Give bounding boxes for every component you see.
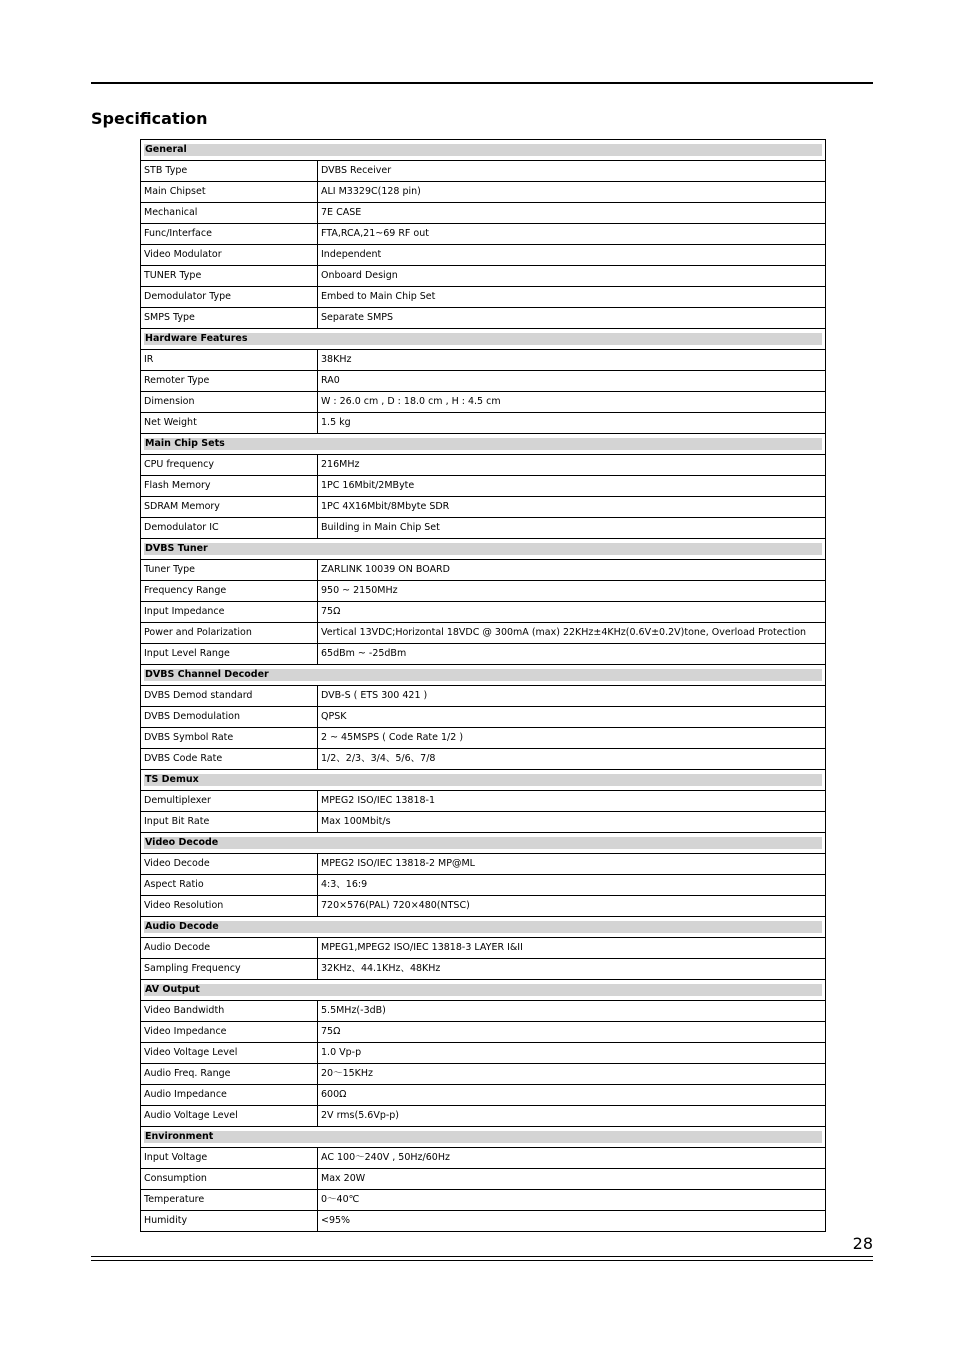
spec-label: Input Bit Rate — [141, 812, 318, 833]
spec-value: Building in Main Chip Set — [318, 518, 826, 539]
spec-label: SDRAM Memory — [141, 497, 318, 518]
section-heading: Environment — [144, 1131, 822, 1143]
table-row — [141, 287, 826, 308]
spec-value: Vertical 13VDC;Horizontal 18VDC @ 300mA (max) 22KHz±4KHz(0.6V±0.2V)tone, Overload Protection — [318, 623, 826, 644]
table-row — [141, 938, 826, 959]
spec-label: Humidity — [141, 1211, 318, 1232]
section-header-cell — [141, 770, 826, 791]
table-row — [141, 203, 826, 224]
table-row — [141, 1211, 826, 1232]
spec-value: 4:3、16:9 — [318, 875, 826, 896]
spec-label: Demultiplexer — [141, 791, 318, 812]
spec-value: 1.0 Vp-p — [318, 1043, 826, 1064]
spec-value: 2 ~ 45MSPS ( Code Rate 1/2 ) — [318, 728, 826, 749]
page-number: 28 — [852, 1234, 873, 1253]
table-row — [141, 350, 826, 371]
section-heading: AV Output — [144, 984, 822, 996]
spec-value: 7E CASE — [318, 203, 826, 224]
table-row — [141, 245, 826, 266]
spec-value: 65dBm ~ -25dBm — [318, 644, 826, 665]
table-row — [141, 1190, 826, 1211]
spec-value: ALI M3329C(128 pin) — [318, 182, 826, 203]
spec-label: TUNER Type — [141, 266, 318, 287]
spec-label: DVBS Demodulation — [141, 707, 318, 728]
spec-value: 600Ω — [318, 1085, 826, 1106]
specification-table — [140, 139, 826, 1232]
table-row — [141, 455, 826, 476]
spec-label: DVBS Code Rate — [141, 749, 318, 770]
section-heading: TS Demux — [144, 774, 822, 786]
spec-value: 216MHz — [318, 455, 826, 476]
spec-label: Input Impedance — [141, 602, 318, 623]
section-header-cell — [141, 434, 826, 455]
table-row — [141, 371, 826, 392]
table-row — [141, 266, 826, 287]
spec-label: IR — [141, 350, 318, 371]
table-row — [141, 1169, 826, 1190]
spec-value: 38KHz — [318, 350, 826, 371]
spec-value: DVBS Receiver — [318, 161, 826, 182]
spec-value: DVB-S ( ETS 300 421 ) — [318, 686, 826, 707]
spec-label: Sampling Frequency — [141, 959, 318, 980]
spec-value: 75Ω — [318, 1022, 826, 1043]
specification-table-body — [141, 140, 826, 1232]
spec-label: Input Voltage — [141, 1148, 318, 1169]
spec-value: Embed to Main Chip Set — [318, 287, 826, 308]
spec-label: Power and Polarization — [141, 623, 318, 644]
spec-value: MPEG2 ISO/IEC 13818-2 MP@ML — [318, 854, 826, 875]
page-title: Specification — [91, 109, 208, 128]
spec-label: Video Decode — [141, 854, 318, 875]
spec-label: Video Bandwidth — [141, 1001, 318, 1022]
spec-value: 0～40℃ — [318, 1190, 826, 1211]
table-row — [141, 161, 826, 182]
section-header-cell — [141, 539, 826, 560]
spec-value: <95% — [318, 1211, 826, 1232]
spec-value: W : 26.0 cm , D : 18.0 cm , H : 4.5 cm — [318, 392, 826, 413]
section-header-cell — [141, 917, 826, 938]
section-header-row — [141, 833, 826, 854]
spec-value: 75Ω — [318, 602, 826, 623]
table-row — [141, 308, 826, 329]
table-row — [141, 392, 826, 413]
spec-label: Frequency Range — [141, 581, 318, 602]
spec-value: Max 20W — [318, 1169, 826, 1190]
header-rule — [91, 82, 873, 84]
section-heading: Audio Decode — [144, 921, 822, 933]
section-header-cell — [141, 329, 826, 350]
table-row — [141, 728, 826, 749]
spec-label: Video Voltage Level — [141, 1043, 318, 1064]
spec-label: Audio Impedance — [141, 1085, 318, 1106]
spec-value: 1PC 16Mbit/2MByte — [318, 476, 826, 497]
spec-label: SMPS Type — [141, 308, 318, 329]
section-header-row — [141, 665, 826, 686]
spec-label: Audio Freq. Range — [141, 1064, 318, 1085]
section-header-cell — [141, 980, 826, 1001]
spec-label: Demodulator Type — [141, 287, 318, 308]
table-row — [141, 896, 826, 917]
table-row — [141, 581, 826, 602]
section-header-cell — [141, 140, 826, 161]
table-row — [141, 1085, 826, 1106]
table-row — [141, 812, 826, 833]
table-row — [141, 1106, 826, 1127]
table-row — [141, 959, 826, 980]
table-row — [141, 749, 826, 770]
spec-value: 1.5 kg — [318, 413, 826, 434]
table-row — [141, 623, 826, 644]
section-heading: DVBS Channel Decoder — [144, 669, 822, 681]
spec-label: Video Modulator — [141, 245, 318, 266]
spec-label: Dimension — [141, 392, 318, 413]
spec-value: MPEG2 ISO/IEC 13818-1 — [318, 791, 826, 812]
spec-value: ZARLINK 10039 ON BOARD — [318, 560, 826, 581]
table-row — [141, 602, 826, 623]
spec-label: Main Chipset — [141, 182, 318, 203]
spec-value: Independent — [318, 245, 826, 266]
spec-label: Tuner Type — [141, 560, 318, 581]
table-row — [141, 518, 826, 539]
spec-value: 720×576(PAL) 720×480(NTSC) — [318, 896, 826, 917]
spec-label: Input Level Range — [141, 644, 318, 665]
spec-label: DVBS Symbol Rate — [141, 728, 318, 749]
table-row — [141, 791, 826, 812]
section-heading: Video Decode — [144, 837, 822, 849]
spec-label: STB Type — [141, 161, 318, 182]
section-heading: DVBS Tuner — [144, 543, 822, 555]
spec-label: Temperature — [141, 1190, 318, 1211]
spec-value: MPEG1,MPEG2 ISO/IEC 13818-3 LAYER I&II — [318, 938, 826, 959]
table-row — [141, 1148, 826, 1169]
section-header-cell — [141, 833, 826, 854]
spec-label: CPU frequency — [141, 455, 318, 476]
section-header-cell — [141, 1127, 826, 1148]
section-header-row — [141, 1127, 826, 1148]
section-header-row — [141, 980, 826, 1001]
table-row — [141, 560, 826, 581]
table-row — [141, 1001, 826, 1022]
table-row — [141, 476, 826, 497]
section-header-row — [141, 140, 826, 161]
table-row — [141, 182, 826, 203]
spec-value: Max 100Mbit/s — [318, 812, 826, 833]
spec-value: 2V rms(5.6Vp-p) — [318, 1106, 826, 1127]
spec-label: DVBS Demod standard — [141, 686, 318, 707]
spec-label: Consumption — [141, 1169, 318, 1190]
table-row — [141, 1022, 826, 1043]
spec-value: 950 ~ 2150MHz — [318, 581, 826, 602]
spec-label: Demodulator IC — [141, 518, 318, 539]
spec-value: 1PC 4X16Mbit/8Mbyte SDR — [318, 497, 826, 518]
spec-label: Audio Voltage Level — [141, 1106, 318, 1127]
spec-label: Net Weight — [141, 413, 318, 434]
table-row — [141, 686, 826, 707]
table-row — [141, 707, 826, 728]
spec-value: FTA,RCA,21~69 RF out — [318, 224, 826, 245]
section-header-row — [141, 329, 826, 350]
section-header-row — [141, 917, 826, 938]
table-row — [141, 1064, 826, 1085]
section-header-row — [141, 770, 826, 791]
spec-label: Video Impedance — [141, 1022, 318, 1043]
spec-label: Func/Interface — [141, 224, 318, 245]
table-row — [141, 1043, 826, 1064]
table-row — [141, 497, 826, 518]
spec-label: Audio Decode — [141, 938, 318, 959]
section-heading: General — [144, 144, 822, 156]
spec-value: Separate SMPS — [318, 308, 826, 329]
section-header-row — [141, 434, 826, 455]
spec-value: 1/2、2/3、3/4、5/6、7/8 — [318, 749, 826, 770]
spec-value: Onboard Design — [318, 266, 826, 287]
spec-label: Flash Memory — [141, 476, 318, 497]
table-row — [141, 875, 826, 896]
spec-label: Aspect Ratio — [141, 875, 318, 896]
spec-value: 20～15KHz — [318, 1064, 826, 1085]
section-header-cell — [141, 665, 826, 686]
spec-value: QPSK — [318, 707, 826, 728]
spec-label: Remoter Type — [141, 371, 318, 392]
spec-value: 5.5MHz(-3dB) — [318, 1001, 826, 1022]
footer-rule — [91, 1256, 873, 1261]
spec-label: Video Resolution — [141, 896, 318, 917]
spec-label: Mechanical — [141, 203, 318, 224]
spec-value: RA0 — [318, 371, 826, 392]
table-row — [141, 644, 826, 665]
table-row — [141, 224, 826, 245]
section-header-row — [141, 539, 826, 560]
spec-value: 32KHz、44.1KHz、48KHz — [318, 959, 826, 980]
table-row — [141, 413, 826, 434]
section-heading: Hardware Features — [144, 333, 822, 345]
spec-value: AC 100～240V , 50Hz/60Hz — [318, 1148, 826, 1169]
section-heading: Main Chip Sets — [144, 438, 822, 450]
table-row — [141, 854, 826, 875]
